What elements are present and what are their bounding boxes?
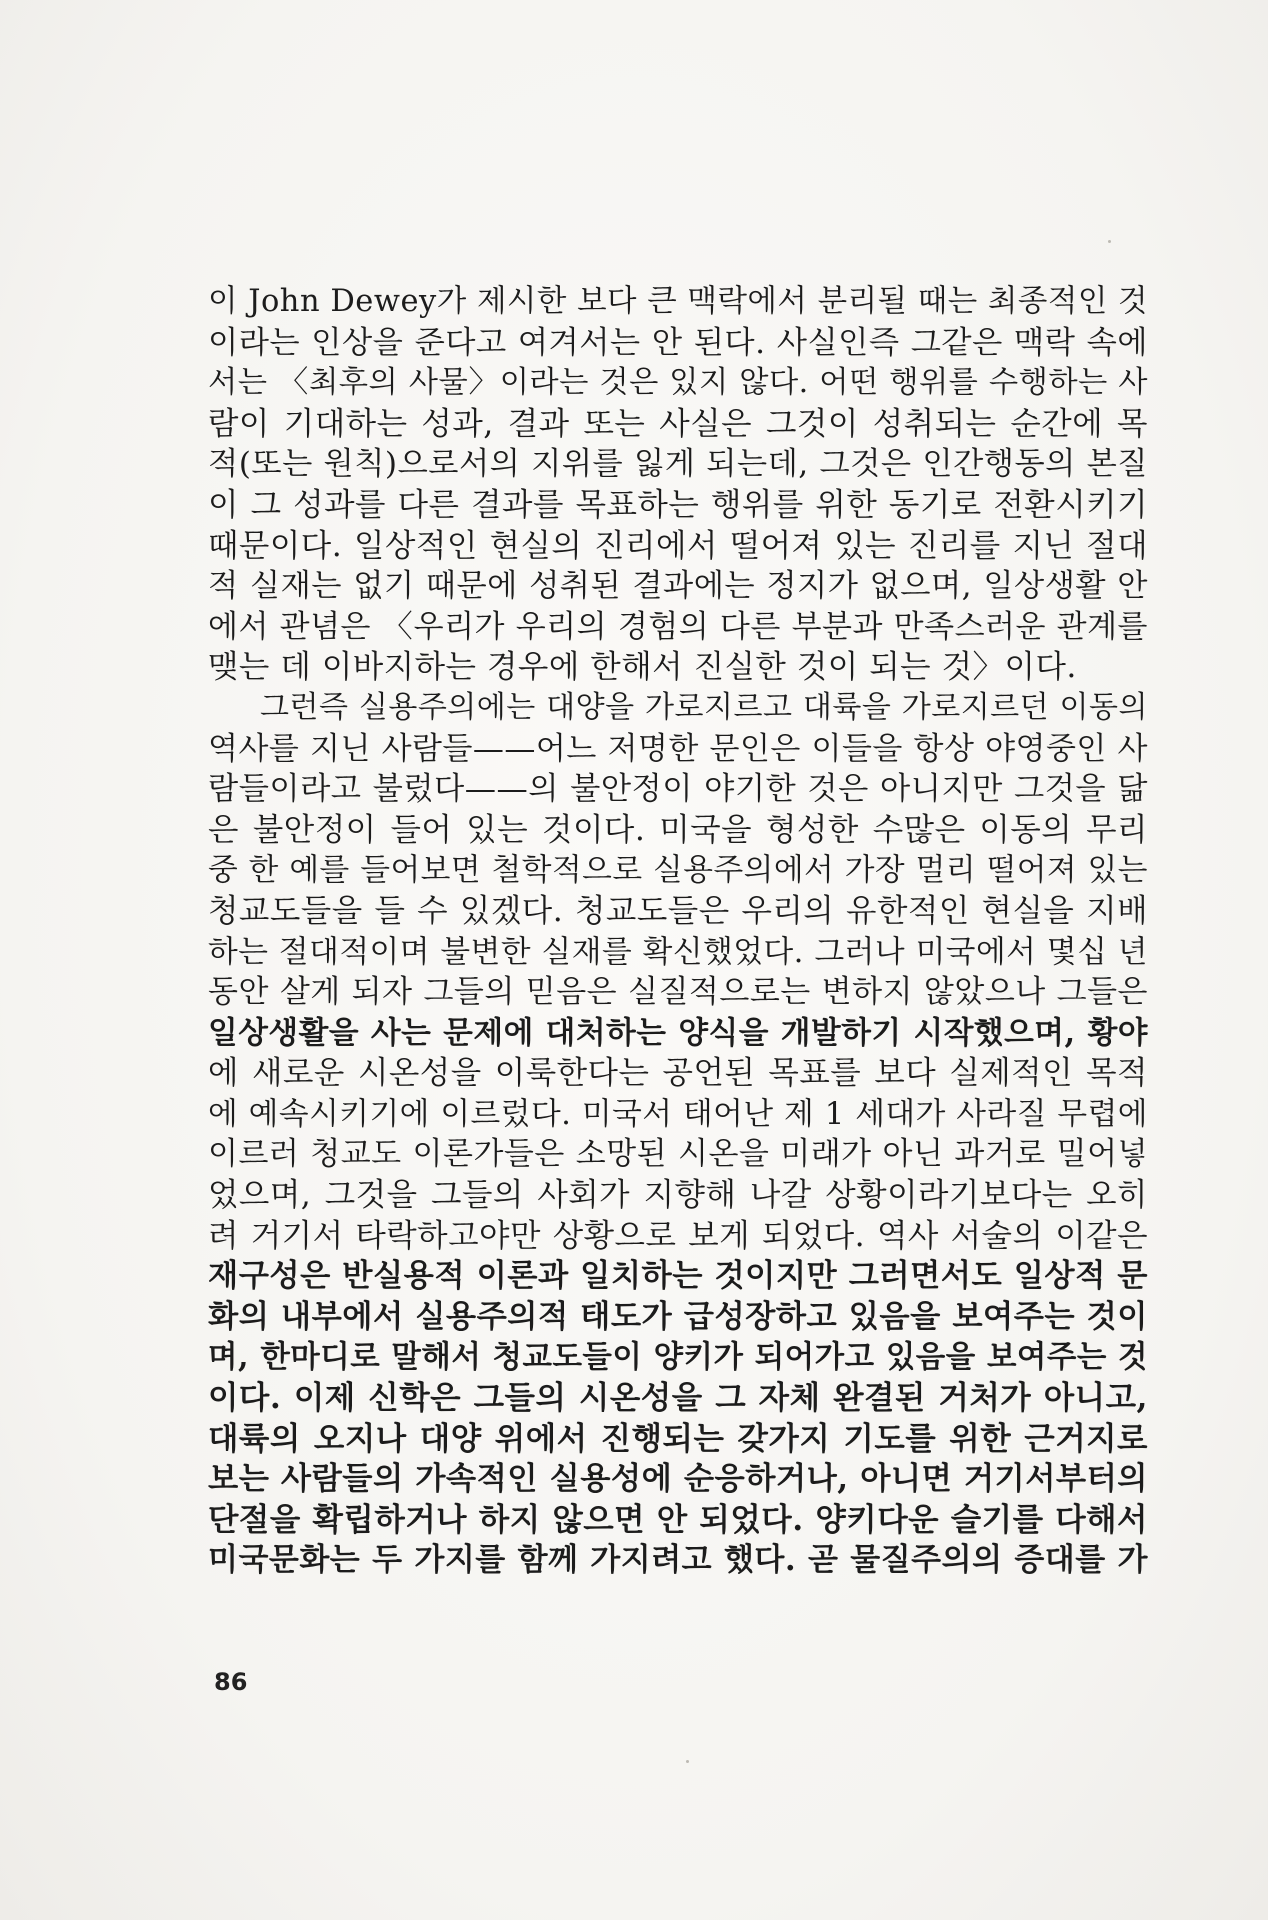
text-line: 서는 〈최후의 사물〉이라는 것은 있지 않다. 어떤 행위를 수행하는 사 — [208, 365, 1148, 401]
text-line: 맺는 데 이바지하는 경우에 한해서 진실한 것이 되는 것〉이다. — [208, 649, 1077, 686]
text-line: 며, 한마디로 말해서 청교도들이 양키가 되어가고 있음을 보여주는 것 — [208, 1339, 1148, 1376]
text-line: 동안 살게 되자 그들의 믿음은 실질적으로는 변하지 않았으나 그들은 — [208, 974, 1148, 1011]
text-line: 재구성은 반실용적 이론과 일치하는 것이지만 그러면서도 일상적 문 — [208, 1258, 1148, 1295]
text-line: 청교도들을 들 수 있겠다. 청교도들은 우리의 유한적인 현실을 지배 — [208, 892, 1148, 929]
text-line: 었으며, 그것을 그들의 사회가 지향해 나갈 상황이라기보다는 오히 — [208, 1177, 1148, 1214]
text-line: 려 거기서 타락하고야만 상황으로 보게 되었다. 역사 서술의 이같은 — [208, 1217, 1148, 1254]
text-line: 이 John Dewey가 제시한 보다 큰 맥락에서 분리될 때는 최종적인 것 — [208, 284, 1148, 319]
text-line: 적(또는 원칙)으로서의 지위를 잃게 되는데, 그것은 인간행동의 본질 — [208, 446, 1148, 483]
text-line: 하는 절대적이며 불변한 실재를 확신했었다. 그러나 미국에서 몇십 년 — [208, 933, 1148, 970]
text-line: 미국문화는 두 가지를 함께 가지려고 했다. 곧 물질주의의 증대를 가 — [208, 1542, 1148, 1579]
text-line: 일상생활을 사는 문제에 대처하는 양식을 개발하기 시작했으며, 황야 — [208, 1014, 1148, 1051]
text-line: 이 그 성과를 다른 결과를 목표하는 행위를 위한 동기로 전환시키기 — [208, 486, 1148, 523]
text-line: 때문이다. 일상적인 현실의 진리에서 떨어져 있는 진리를 지닌 절대 — [208, 527, 1148, 564]
text-line: 에 새로운 시온성을 이룩한다는 공언된 목표를 보다 실제적인 목적 — [208, 1055, 1148, 1092]
text-line: 람들이라고 불렀다——의 불안정이 야기한 것은 아니지만 그것을 닮 — [208, 771, 1148, 808]
text-line: 이다. 이제 신학은 그들의 시온성을 그 자체 완결된 거처가 아니고, — [208, 1379, 1148, 1417]
text-line: 대륙의 오지나 대양 위에서 진행되는 갖가지 기도를 위한 근거지로 — [208, 1419, 1148, 1457]
text-line: 에서 관념은 〈우리가 우리의 경험의 다른 부분과 만족스러운 관계를 — [208, 608, 1148, 645]
text-line: 이라는 인상을 준다고 여겨서는 안 된다. 사실인즉 그같은 맥락 속에 — [208, 324, 1148, 361]
body-text — [208, 282, 1148, 1581]
paper-speck — [1108, 240, 1111, 243]
text-line: 람이 기대하는 성과, 결과 또는 사실은 그것이 성취되는 순간에 목 — [208, 405, 1148, 442]
text-line: 보는 사람들의 가속적인 실용성에 순응하거나, 아니면 거기서부터의 — [208, 1461, 1148, 1498]
text-line: 이르러 청교도 이론가들은 소망된 시온을 미래가 아닌 과거로 밀어넣 — [208, 1136, 1148, 1173]
text-line: 적 실재는 없기 때문에 성취된 결과에는 정지가 없으며, 일상생활 안 — [208, 568, 1148, 605]
text-line: 화의 내부에서 실용주의적 태도가 급성장하고 있음을 보여주는 것이 — [208, 1298, 1148, 1335]
text-line: 단절을 확립하거나 하지 않으면 안 되었다. 양키다운 슬기를 다해서 — [208, 1500, 1148, 1538]
text-line: 중 한 예를 들어보면 철학적으로 실용주의에서 가장 멀리 떨어져 있는 — [208, 852, 1148, 889]
text-line: 역사를 지닌 사람들——어느 저명한 문인은 이들을 항상 야영중인 사 — [208, 730, 1148, 767]
text-line: 에 예속시키기에 이르렀다. 미국서 태어난 제 1 세대가 사라질 무렵에 — [208, 1095, 1148, 1132]
page-number: 86 — [214, 1668, 248, 1696]
text-line: 은 불안정이 들어 있는 것이다. 미국을 형성한 수많은 이동의 무리 — [208, 811, 1148, 848]
paragraph-first-line: 그런즉 실용주의에는 대양을 가로지르고 대륙을 가로지르던 이동의 — [260, 689, 1148, 725]
paper-speck — [686, 1760, 689, 1763]
